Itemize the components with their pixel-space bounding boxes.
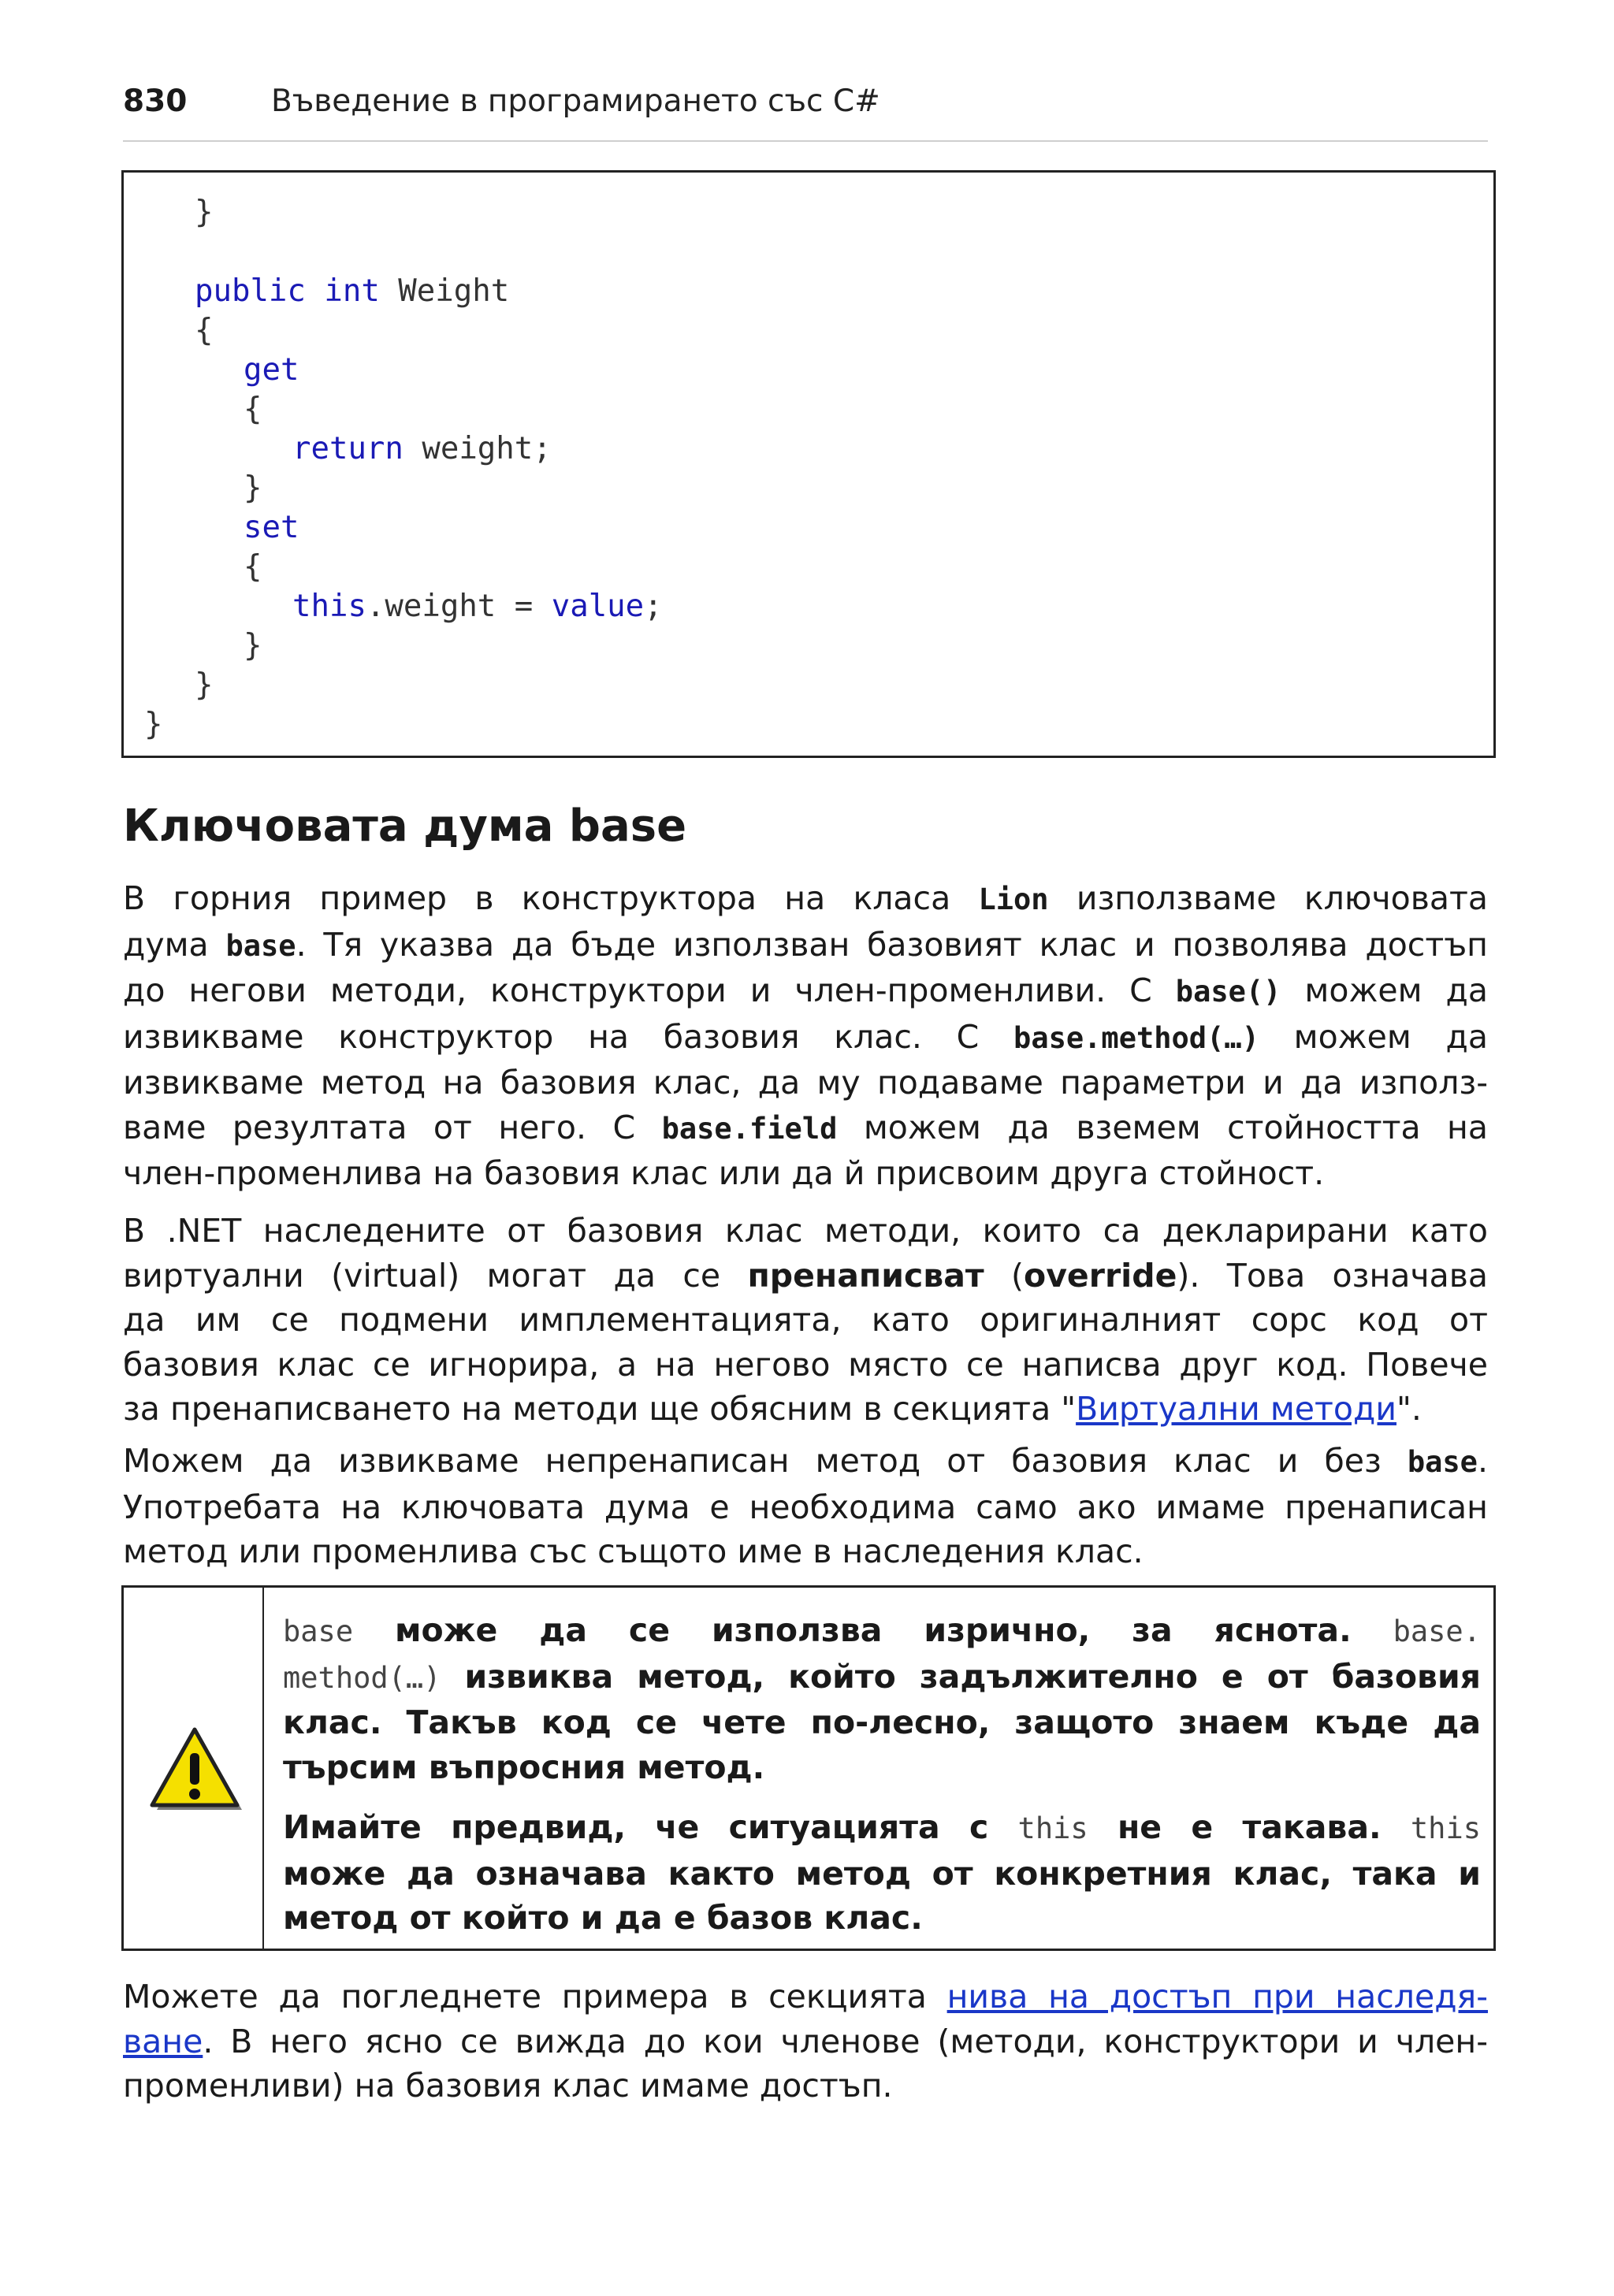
code-line: return weight;	[292, 431, 552, 466]
warning-icon	[147, 1723, 245, 1821]
warning-note	[121, 1585, 1496, 1951]
code-line: set	[244, 510, 299, 545]
paragraph-base-usage: Можем да извикваме непренаписан метод от базовия клас и без base. Употребата на ключовата дума е необходима само ако имаме пренаписан метод или променлива със същото име в наследения клас.	[123, 1442, 1488, 1570]
inline-code: base.method(…)	[1013, 1020, 1259, 1055]
code-line: }	[195, 667, 214, 703]
code-line: public int Weight	[195, 273, 510, 309]
note-text-1: base може да се използва изрично, за яснота. base. method(…) извиква метод, който задължително е от базовия клас. Такъв код се чете по-лесно, защото знаем къде да търсим въпросния метод.	[283, 1611, 1481, 1786]
inline-code: base	[1407, 1445, 1478, 1479]
inline-code: Lion	[978, 882, 1049, 916]
link-access-levels-cont[interactable]: ване	[123, 2022, 203, 2060]
link-virtual-methods[interactable]: Виртуални методи	[1076, 1390, 1396, 1428]
code-line: }	[244, 628, 262, 663]
page-header	[123, 79, 1488, 142]
code-line: {	[244, 392, 262, 427]
code-line: {	[195, 313, 214, 348]
note-divider	[262, 1588, 264, 1949]
paragraph-override: В .NET наследените от базовия клас методи, които са декларирани като виртуални (virtual) могат да се пренаписват (override). Това означава да им се подмени имплементацията, като оригиналният сорс код от базовия клас се игнорира, а на негово място се написва друг код. Повече за пренаписването на методи ще обясним в секцията "Виртуални методи".	[123, 1212, 1489, 1428]
paragraph-access-levels: Можете да погледнете примера в секцията нива на достъп при наследя- ване. В него ясно се вижда до кои членове (методи, конструктори и член- променливи) на базовия клас имаме достъп.	[123, 1978, 1488, 2105]
code-line: this.weight = value;	[292, 589, 663, 624]
page-number: 830	[123, 84, 188, 119]
inline-code: base.field	[661, 1111, 838, 1146]
book-title: Въведение в програмирането със C#	[271, 84, 880, 119]
note-text-2: Имайте предвид, че ситуацията с this не е такава. this може да означава както метод от конкретния клас, така и метод от който и да е базов клас.	[283, 1808, 1481, 1937]
code-line: }	[144, 707, 163, 742]
code-line: }	[244, 470, 262, 506]
code-listing	[121, 170, 1496, 758]
code-line: get	[244, 352, 299, 388]
code-line: }	[195, 195, 214, 230]
section-title: Ключовата дума base	[123, 801, 687, 852]
paragraph-base-intro: В горния пример в конструктора на класа Lion използваме ключовата дума base. Тя указва да бъде използван базовият клас и позволява достъп до негови методи, конструктори и член-променливи. С base() можем да извикваме конструктор на базовия клас. С base.method(…) можем да извикваме метод на базовия клас, да му подаваме параметри и да използ- ваме резултата от него. С base.field можем да вземем стойността на член-променлива на базовия клас или да й присвоим друга стойност.	[123, 879, 1488, 1192]
inline-code: base	[225, 928, 296, 963]
link-access-levels[interactable]: нива на достъп при наследя-	[946, 1978, 1488, 2016]
code-line: {	[244, 549, 262, 585]
inline-code: base()	[1175, 975, 1281, 1009]
